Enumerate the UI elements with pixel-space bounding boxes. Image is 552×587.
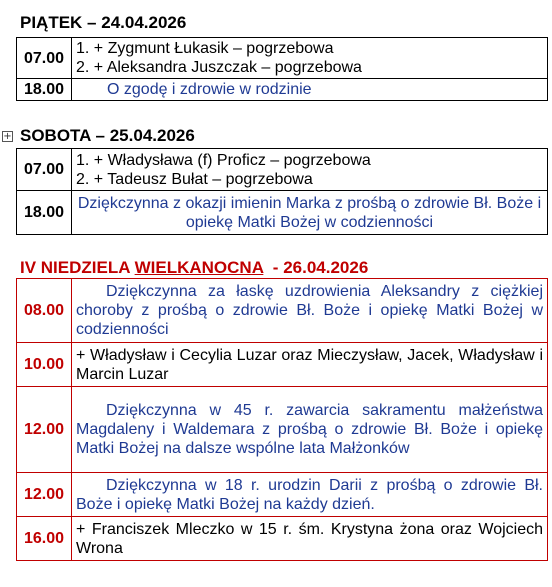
mass-intention: Dziękczynna z okazji imienin Marka z prośbą o zdrowie Bł. Boże i opiekę Matki Bożej w codzienności	[72, 191, 548, 235]
mass-hour: 10.00	[17, 343, 72, 387]
mass-intention: O zgodę i zdrowie w rodzinie	[72, 79, 548, 101]
move-handle-icon[interactable]: +	[3, 131, 12, 142]
sunday-heading	[20, 258, 368, 278]
table-row	[17, 473, 548, 517]
mass-intention: Dziękczynna w 45 r. zawarcia sakramentu małżeństwa Magdaleny i Waldemara z prośbą o zdrowie Bł. Boże i opiekę Matki Bożej na dalsze wspólne lata Małżonków	[72, 387, 548, 473]
sunday-heading-underlined: WIELKANOCNA	[134, 258, 264, 277]
table-row	[17, 387, 548, 473]
friday-heading: PIĄTEK – 24.04.2026	[20, 13, 187, 32]
table-row	[17, 517, 548, 561]
mass-intention: Dziękczynna za łaskę uzdrowienia Aleksandry z ciężkiej choroby z prośbą o zdrowie Bł. Boże i opiekę Matki Bożej w codzienności	[72, 279, 548, 343]
mass-intention: + Franciszek Mleczko w 15 r. śm. Krystyna żona oraz Wojciech Wrona	[72, 517, 548, 561]
intention-line: 1. + Zygmunt Łukasik – pogrzebowa	[76, 40, 334, 57]
mass-hour: 12.00	[17, 387, 72, 473]
table-row	[17, 79, 548, 101]
table-row	[17, 279, 548, 343]
mass-intention	[72, 38, 548, 79]
table-row	[17, 149, 548, 191]
intention-line: 2. + Tadeusz Bułat – pogrzebowa	[76, 170, 313, 188]
mass-hour: 07.00	[17, 38, 72, 79]
mass-hour: 18.00	[17, 79, 72, 101]
mass-hour: 08.00	[17, 279, 72, 343]
intention-line: 1. + Władysława (f) Proficz – pogrzebowa	[76, 151, 371, 169]
intention-line: 2. + Aleksandra Juszczak – pogrzebowa	[76, 59, 362, 76]
sunday-heading-prefix: IV NIEDZIELA	[20, 258, 135, 277]
mass-hour: 18.00	[17, 191, 72, 235]
table-row	[17, 191, 548, 235]
mass-hour: 12.00	[17, 473, 72, 517]
sunday-masses-table	[16, 278, 548, 561]
table-row	[17, 343, 548, 387]
mass-intention: + Władysław i Cecylia Luzar oraz Mieczysław, Jacek, Władysław i Marcin Luzar	[72, 343, 548, 387]
mass-intention	[72, 149, 548, 191]
saturday-masses-table	[16, 148, 548, 235]
table-row	[17, 38, 548, 79]
mass-hour: 07.00	[17, 149, 72, 191]
friday-masses-table	[16, 37, 548, 101]
mass-hour: 16.00	[17, 517, 72, 561]
saturday-heading: SOBOTA – 25.04.2026	[20, 126, 195, 145]
sunday-heading-suffix: - 26.04.2026	[263, 258, 369, 277]
mass-intention: Dziękczynna w 18 r. urodzin Darii z prośbą o zdrowie Bł. Boże i opiekę Matki Bożej na każdy dzień.	[72, 473, 548, 517]
